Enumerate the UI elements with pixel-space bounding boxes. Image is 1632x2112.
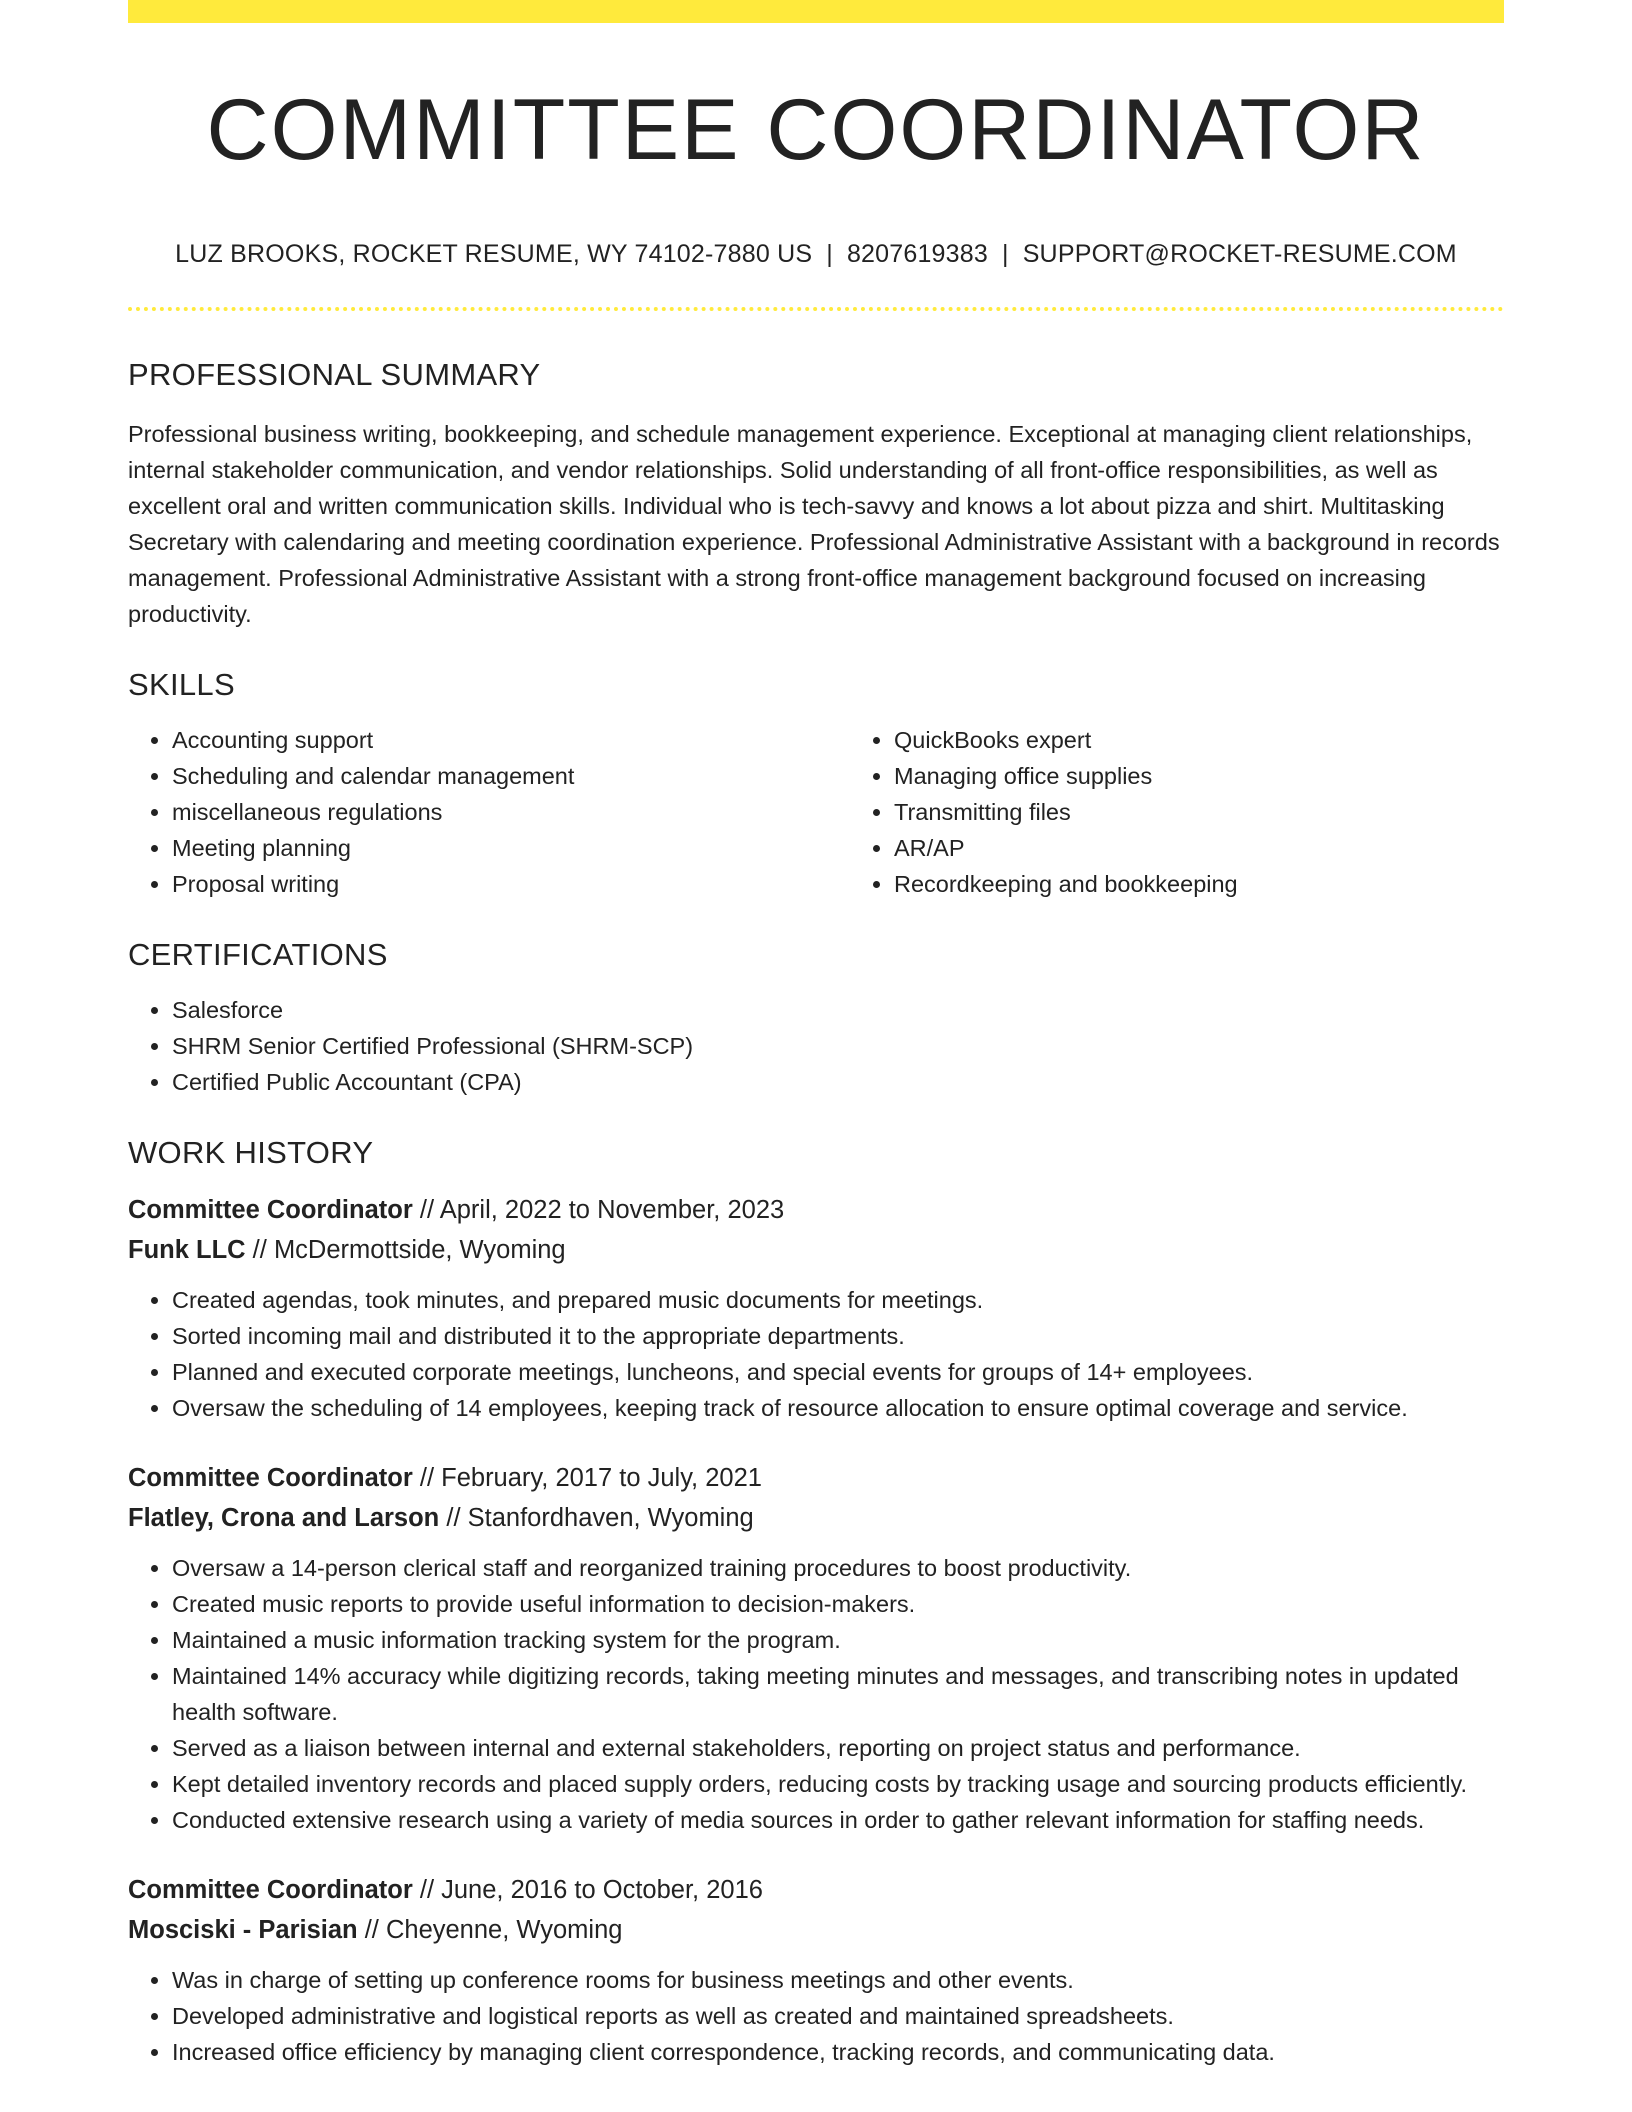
job-title: Committee Coordinator	[128, 1196, 413, 1224]
skill-item: • Proposal writing	[172, 866, 850, 902]
job-separator: //	[252, 1236, 267, 1264]
certifications-list	[128, 992, 1504, 1100]
contact-address: LUZ BROOKS, ROCKET RESUME, WY 74102-7880 US	[175, 240, 813, 268]
job-company: Flatley, Crona and Larson	[128, 1504, 440, 1532]
certification-item: • Salesforce	[172, 992, 1504, 1028]
job-company: Funk LLC	[128, 1236, 246, 1264]
job-bullet: • Developed administrative and logistical reports as well as created and maintained spreadsheets.	[172, 1998, 1504, 2034]
job-company-line	[128, 1498, 1504, 1538]
work-history-heading: WORK HISTORY	[128, 1135, 374, 1170]
certification-item: • Certified Public Accountant (CPA)	[172, 1064, 1504, 1100]
job-title: Committee Coordinator	[128, 1876, 413, 1904]
job-title-line	[128, 1870, 1504, 1910]
job-bullet: • Kept detailed inventory records and placed supply orders, reducing costs by tracking usage and sourcing products efficiently.	[172, 1766, 1504, 1802]
skill-item: • Transmitting files	[894, 794, 1572, 830]
job-location: Cheyenne, Wyoming	[385, 1916, 623, 1944]
job-bullet: • Sorted incoming mail and distributed it to the appropriate departments.	[172, 1318, 1504, 1354]
work-history-section	[128, 1128, 1504, 2070]
contact-phone: 8207619383	[846, 240, 988, 268]
certification-item: • SHRM Senior Certified Professional (SHRM-SCP)	[172, 1028, 1504, 1064]
job-title: Committee Coordinator	[128, 1464, 413, 1492]
job-bullet: • Served as a liaison between internal and external stakeholders, reporting on project status and performance.	[172, 1730, 1504, 1766]
skills-heading: SKILLS	[128, 667, 235, 702]
contact-email: SUPPORT@ROCKET-RESUME.COM	[1022, 240, 1457, 268]
job-dates: February, 2017 to July, 2021	[441, 1464, 762, 1492]
skill-item: • Scheduling and calendar management	[172, 758, 850, 794]
job-separator: //	[419, 1876, 435, 1904]
job-bullet: • Created agendas, took minutes, and prepared music documents for meetings.	[172, 1282, 1504, 1318]
contact-separator: |	[826, 240, 833, 268]
resume-content	[128, 350, 1504, 2102]
job-bullet: • Maintained 14% accuracy while digitizing records, taking meeting minutes and messages, and transcribing notes in updated health software.	[172, 1658, 1504, 1730]
job-bullet: • Maintained a music information tracking system for the program.	[172, 1622, 1504, 1658]
header-divider	[128, 307, 1504, 311]
job-company: Mosciski - Parisian	[128, 1916, 358, 1944]
job-bullets	[128, 1550, 1504, 1838]
job-bullet: • Created music reports to provide useful information to decision-makers.	[172, 1586, 1504, 1622]
job-entry	[128, 1190, 1504, 1426]
job-separator: //	[419, 1196, 435, 1224]
skills-section	[128, 660, 1504, 902]
contact-line	[128, 236, 1504, 272]
summary-heading: PROFESSIONAL SUMMARY	[128, 357, 541, 392]
job-bullet: • Was in charge of setting up conference rooms for business meetings and other events.	[172, 1962, 1504, 1998]
certifications-heading: CERTIFICATIONS	[128, 937, 388, 972]
job-title-line	[128, 1190, 1504, 1230]
job-separator: //	[364, 1916, 379, 1944]
job-bullets	[128, 1962, 1504, 2070]
skills-columns	[128, 722, 1504, 902]
job-company-line	[128, 1910, 1504, 1950]
job-bullet: • Conducted extensive research using a variety of media sources in order to gather relevant information for staffing needs.	[172, 1802, 1504, 1838]
job-dates: April, 2022 to November, 2023	[439, 1196, 785, 1224]
job-bullet: • Oversaw a 14-person clerical staff and reorganized training procedures to boost productivity.	[172, 1550, 1504, 1586]
job-separator: //	[419, 1464, 435, 1492]
resume-title: COMMITTEE COORDINATOR	[206, 82, 1426, 178]
skill-item: • Recordkeeping and bookkeeping	[894, 866, 1572, 902]
skill-item: • Meeting planning	[172, 830, 850, 866]
skill-item: • QuickBooks expert	[894, 722, 1572, 758]
summary-section	[128, 350, 1504, 632]
top-accent-bar	[128, 0, 1504, 23]
job-separator: //	[446, 1504, 461, 1532]
job-bullet: • Increased office efficiency by managing client correspondence, tracking records, and communicating data.	[172, 2034, 1504, 2070]
job-bullets	[128, 1282, 1504, 1426]
job-location: Stanfordhaven, Wyoming	[467, 1504, 754, 1532]
skill-item: • Accounting support	[172, 722, 850, 758]
jobs-list	[128, 1190, 1504, 2070]
job-dates: June, 2016 to October, 2016	[441, 1876, 763, 1904]
certifications-section	[128, 930, 1504, 1100]
summary-text: Professional business writing, bookkeeping, and schedule management experience. Exceptional at managing client relationships, internal stakeholder communication, and vendor relationships. Solid understanding of all front-office responsibilities, as well as excellent oral and written communication skills. Individual who is tech-savvy and knows a lot about pizza and shirt. Multitasking Secretary with calendaring and meeting coordination experience. Professional Administrative Assistant with a background in records management. Professional Administrative Assistant with a strong front-office management background focused on increasing productivity.	[128, 421, 1500, 627]
job-entry	[128, 1458, 1504, 1838]
skill-item: • Managing office supplies	[894, 758, 1572, 794]
job-bullet: • Oversaw the scheduling of 14 employees, keeping track of resource allocation to ensure optimal coverage and service.	[172, 1390, 1504, 1426]
skill-item: • AR/AP	[894, 830, 1572, 866]
job-location: McDermottside, Wyoming	[273, 1236, 566, 1264]
skills-list-right	[850, 722, 1572, 902]
skill-item: • miscellaneous regulations	[172, 794, 850, 830]
job-bullet: • Planned and executed corporate meetings, luncheons, and special events for groups of 14+ employees.	[172, 1354, 1504, 1390]
job-company-line	[128, 1230, 1504, 1270]
job-entry	[128, 1870, 1504, 2070]
skills-list-left	[128, 722, 850, 902]
job-title-line	[128, 1458, 1504, 1498]
contact-separator: |	[1001, 240, 1009, 268]
